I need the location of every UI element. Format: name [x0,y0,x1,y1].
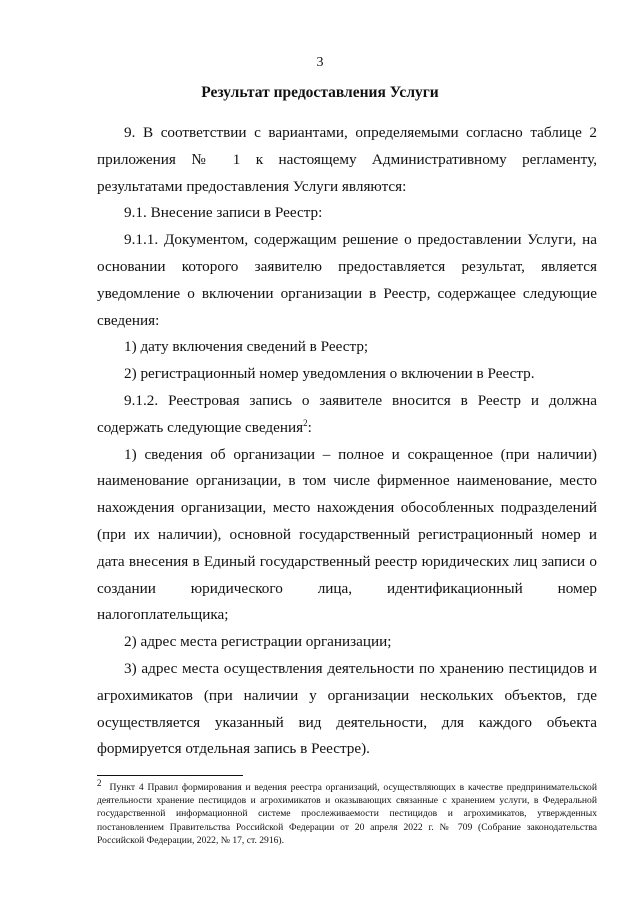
footnote-divider [97,775,243,776]
document-body [97,120,597,763]
paragraph-9-1: 9.1. Внесение записи в Реестр: [124,204,323,222]
footnote [97,777,597,847]
paragraph-9: 9. В соответствии с вариантами, определяемыми согласно таблице 2 приложения № 1 к настоящему Административному регламенту, результатами предоставления Услуги являются: [97,124,597,195]
list-item-3-activity-address: 3) адрес места осуществления деятельности по хранению пестицидов и агрохимикатов (при наличии у организации нескольких объектов, где осуществляется указанный вид деятельности, для каждого объекта формируется отдельная запись в Реестре). [97,659,597,758]
list-item-2-reg-address: 2) адрес места регистрации организации; [124,633,392,651]
list-item-1-org-info: 1) сведения об организации – полное и сокращенное (при наличии) наименование организации, в том числе фирменное наименование, место нахождения организации, место нахождения обособленных подразделений (при их наличии), основной государственный регистрационный номер и дата внесения в Единый государственный реестр юридических лиц записи о создании юридического лица, идентификационный номер налогоплательщика; [97,445,597,624]
page-number: 3 [316,55,324,70]
paragraph-9-1-2-text: 9.1.2. Реестровая запись о заявителе вносится в Реестр и должна содержать следующие сведения [97,391,597,436]
paragraph-9-1-2 [97,388,597,442]
footnote-mark: 2 [97,777,102,788]
list-item-1-date: 1) дату включения сведений в Реестр; [124,338,369,356]
section-heading: Результат предоставления Услуги [201,84,439,101]
list-item-2-reg-number: 2) регистрационный номер уведомления о включении в Реестр. [124,365,535,383]
footnote-text: Пункт 4 Правил формирования и ведения реестра организаций, осуществляющих в качестве предпринимательской деятельности хранение пестицидов и агрохимикатов и оказывающих связанные с хранением услуги, в Федеральной государственной информационной системе прослеживаемости пестицидов и агрохимикатов, утвержденных постановлением Правительства Российской Федерации от 20 апреля 2022 г. № 709 (Собрание законодательства Российской Федерации, 2022, № 17, ст. 2916). [97,782,597,846]
footnote-reference: 2 [303,417,308,428]
paragraph-9-1-1: 9.1.1. Документом, содержащим решение о предоставлении Услуги, на основании которого заявителю предоставляется результат, является уведомление о включении организации в Реестр, содержащее следующие сведения: [97,231,597,329]
paragraph-9-1-2-colon: : [307,418,312,436]
